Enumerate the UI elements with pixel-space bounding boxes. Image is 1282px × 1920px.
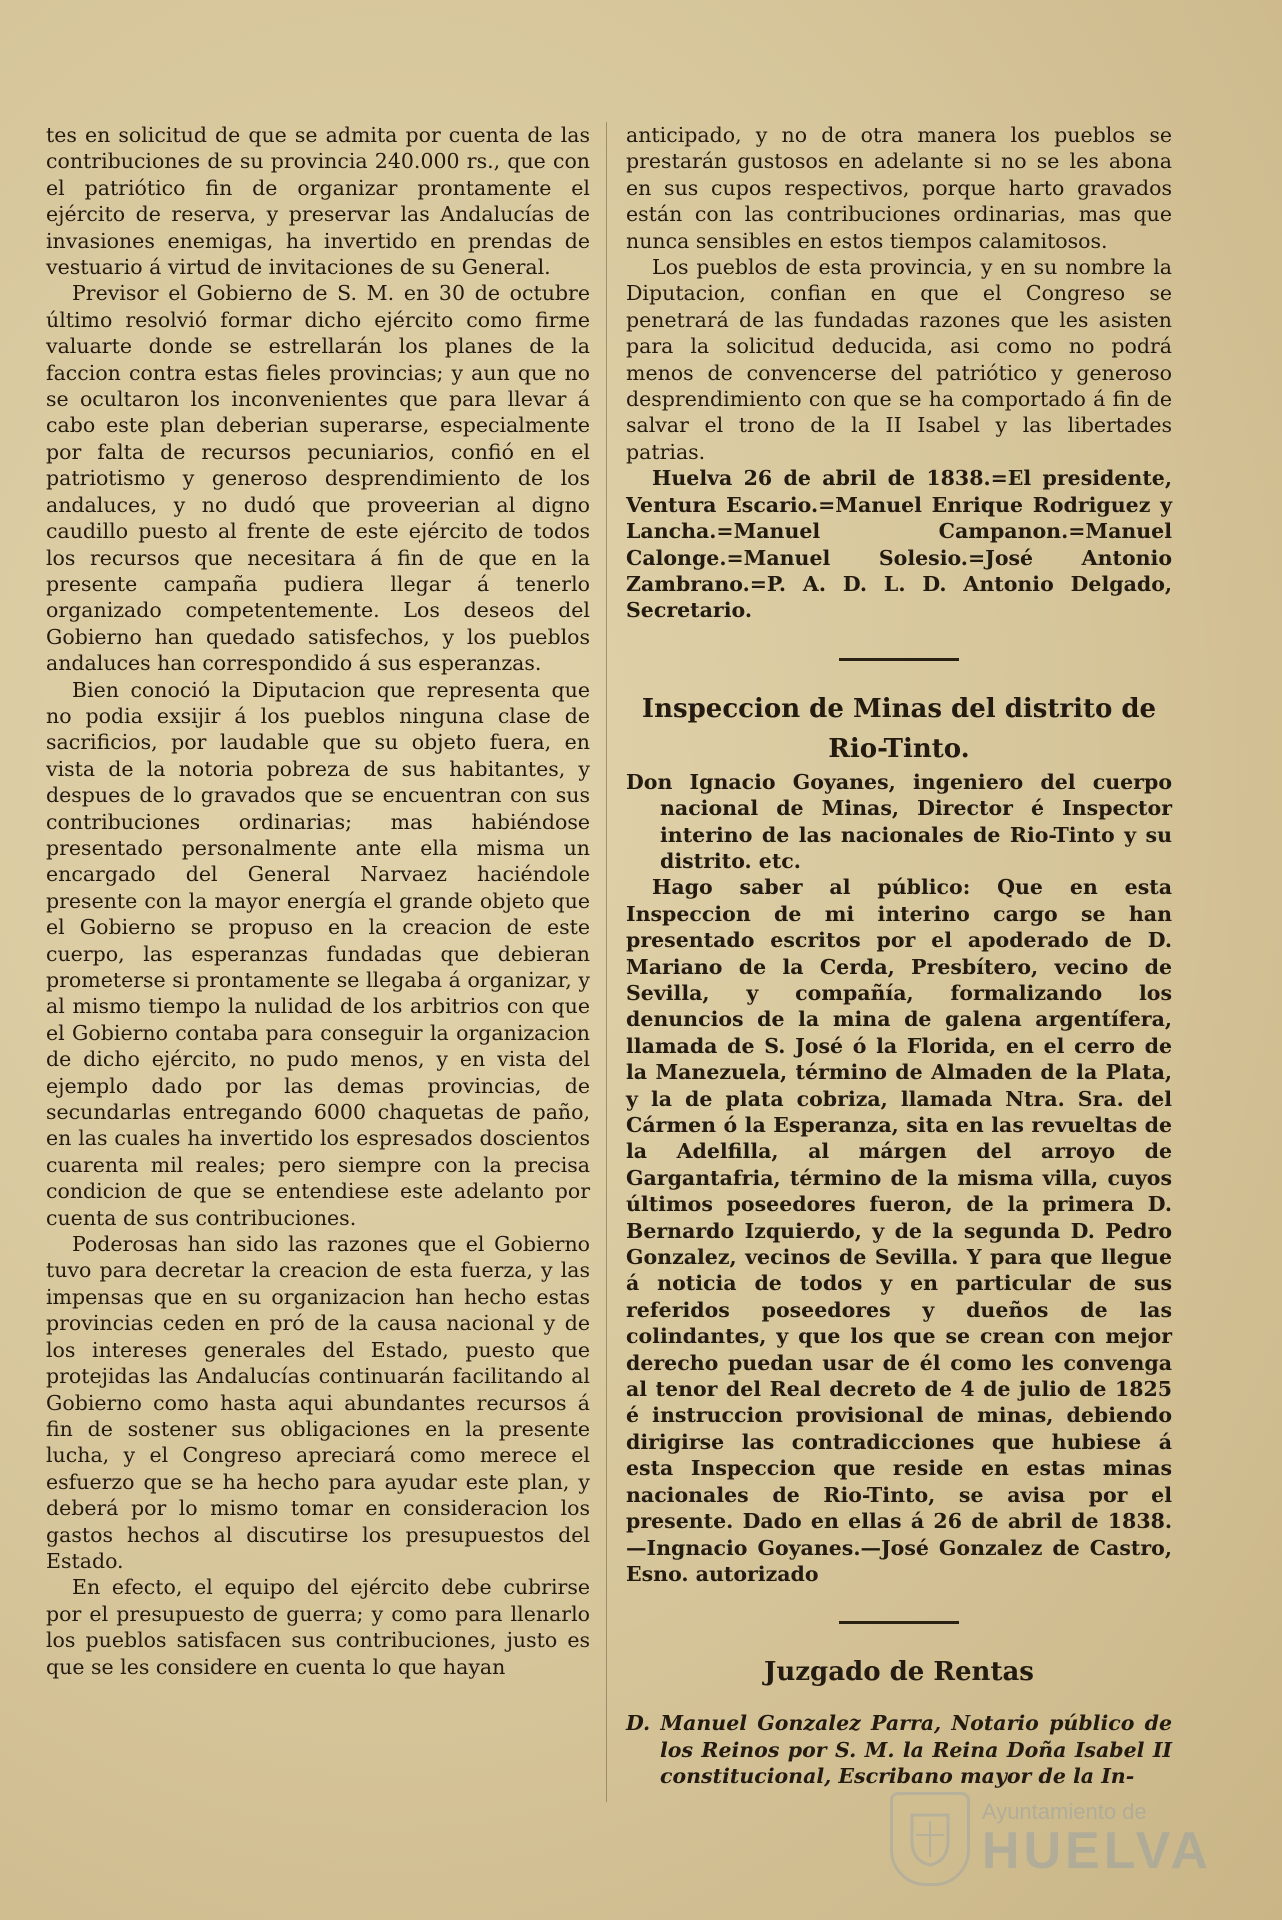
watermark-line2: HUELVA — [981, 1822, 1212, 1880]
section-divider — [839, 658, 959, 661]
signature-block: Huelva 26 de abril de 1838.=El presidente, Ventura Escario.=Manuel Enrique Rodriguez y Lancha.=Manuel Campanon.=Manuel Calonge.=Manuel Solesio.=José Antonio Zambrano.=P. A. D. L. D. Antonio Delgado, Secretario. — [626, 466, 1172, 623]
section-divider — [839, 1621, 959, 1624]
mines-intro: Don Ignacio Goyanes, ingeniero del cuerpo nacional de Minas, Director é Inspector interino de las nacionales de Rio-Tinto y su distrito. etc. — [626, 769, 1172, 873]
left-column — [46, 122, 590, 1680]
paragraph: Poderosas han sido las razones que el Gobierno tuvo para decretar la creacion de esta fuerza, y las impensas que en su organizacion han hecho estas provincias ceden en pró de la causa nacional y de los intereses generales del Estado, puesto que protejidas las Andalucías continuarán facilitando al Gobierno como hasta aqui abundantes recursos á fin de sostener sus obligaciones en la presente lucha, y el Congreso apreciará como merece el esfuerzo que se ha hecho para ayudar este plan, y deberá por lo mismo tomar en consideracion los gastos hechos al discutirse los presupuestos del Estado. — [46, 1232, 590, 1573]
paragraph: En efecto, el equipo del ejército debe cubrirse por el presupuesto de guerra; y como para llenarlo los pueblos satisfacen sus contribuciones, justo es que se les considere en cuenta lo que hayan — [46, 1575, 590, 1679]
coat-of-arms-icon — [890, 1792, 970, 1886]
paragraph: anticipado, y no de otra manera los pueblos se prestarán gustosos en adelante si no se les abona en sus cupos respectivos, porque harto gravados están con las contribuciones ordinarias, mas que nunca sensibles en estos tiempos calamitosos. — [626, 123, 1172, 253]
paragraph: Los pueblos de esta provincia, y en su nombre la Diputacion, confian en que el Congreso se penetrará de las fundadas razones que les asisten para la solicitud deducida, asi como no podrá menos de convencerse del patriótico y generoso desprendimiento con que se ha comportado á fin de salvar el trono de la II Isabel y las libertades patrias. — [626, 255, 1172, 464]
court-section-title: Juzgado de Rentas — [764, 1657, 1034, 1688]
mines-notice-body: Hago saber al público: Que en esta Inspeccion de mi interino cargo se han presentado escritos por el apoderado de D. Mariano de la Cerda, Presbítero, vecino de Sevilla, y compañía, formalizando los denuncios de la mina de galena argentífera, llamada de S. José ó la Florida, en el cerro de la Manezuela, término de Almaden de la Plata, y la de plata cobriza, llamada Ntra. Sra. del Cármen ó la Esperanza, sita en las revueltas de la Adelfilla, al márgen del arroyo de Gargantafria, término de la misma villa, cuyos últimos poseedores fueron, de la primera D. Bernardo Izquierdo, y de la segunda D. Pedro Gonzalez, vecinos de Sevilla. Y para que llegue á noticia de todos y en particular de sus referidos poseedores y dueños de las colindantes, y que los que se crean con mejor derecho puedan usar de él como les convenga al tenor del Real decreto de 4 de julio de 1825 é instruccion provisional de minas, debiendo dirigirse las contradicciones que hubiese á esta Inspeccion que reside en estas minas nacionales de Rio-Tinto, se avisa por el presente. Dado en ellas á 26 de abril de 1838.—Ingnacio Goyanes.—José Gonzalez de Castro, Esno. autorizado — [626, 875, 1172, 1586]
paragraph: tes en solicitud de que se admita por cuenta de las contribuciones de su provincia 240.000 rs., que con el patriótico fin de organizar prontamente el ejército de reserva, y preservar las Andalucías de invasiones enemigas, ha invertido en prendas de vestuario á virtud de invitaciones de su General. — [46, 123, 590, 280]
column-divider — [606, 122, 607, 1802]
right-column — [626, 122, 1172, 1790]
watermark-text — [982, 1800, 1212, 1878]
court-intro: D. Manuel Gonzalez Parra, Notario público de los Reinos por S. M. la Reina Doña Isabel II constitucional, Escribano mayor de la In- — [626, 1711, 1172, 1789]
paragraph: Bien conoció la Diputacion que representa que no podia exsijir á los pueblos ninguna clase de sacrificios, por laudable que su objeto fuera, en vista de la notoria pobreza de sus habitantes, y despues de lo gravados que se encuentran con sus contribuciones ordinarias; mas habiéndose presentado personalmente ante ella misma un encargado del General Narvaez haciéndole presente con la mayor energía el grande objeto que el Gobierno se propuso en la creacion de este cuerpo, las esperanzas fundadas que debieran prometerse si prontamente se llegaba á organizar, y al mismo tiempo la nulidad de los arbitrios con que el Gobierno contaba para conseguir la organizacion de dicho ejército, no pudo menos, y en vista del ejemplo dado por las demas provincias, de secundarlas entregando 6000 chaquetas de paño, en las cuales ha invertido los espresados doscientos cuarenta mil reales; pero siempre con la precisa condicion de que se entendiese este adelanto por cuenta de sus contribuciones. — [46, 677, 590, 1230]
archive-watermark — [890, 1792, 1212, 1886]
paragraph: Previsor el Gobierno de S. M. en 30 de octubre último resolvió formar dicho ejército como firme valuarte donde se estrellarán los planes de la faccion contra estas fieles provincias; y aun que no se ocultaron los inconvenientes que para llevar á cabo este plan deberian superarse, especialmente por falta de recursos pecuniarios, confió en el patriotismo y generoso desprendimiento de los andaluces, y no dudó que proveerian al digno caudillo puesto al frente de este ejército de todos los recursos que necesitara á fin de que en la presente campaña pudiera llegar á tenerlo organizado competentemente. Los deseos del Gobierno han quedado satisfechos, y los pueblos andaluces han correspondido á sus esperanzas. — [46, 281, 590, 676]
mines-section-subtitle: Rio-Tinto. — [828, 733, 970, 764]
mines-section-title: Inspeccion de Minas del distrito de — [641, 693, 1157, 724]
watermark-line1: Ayuntamiento de — [981, 1799, 1147, 1824]
